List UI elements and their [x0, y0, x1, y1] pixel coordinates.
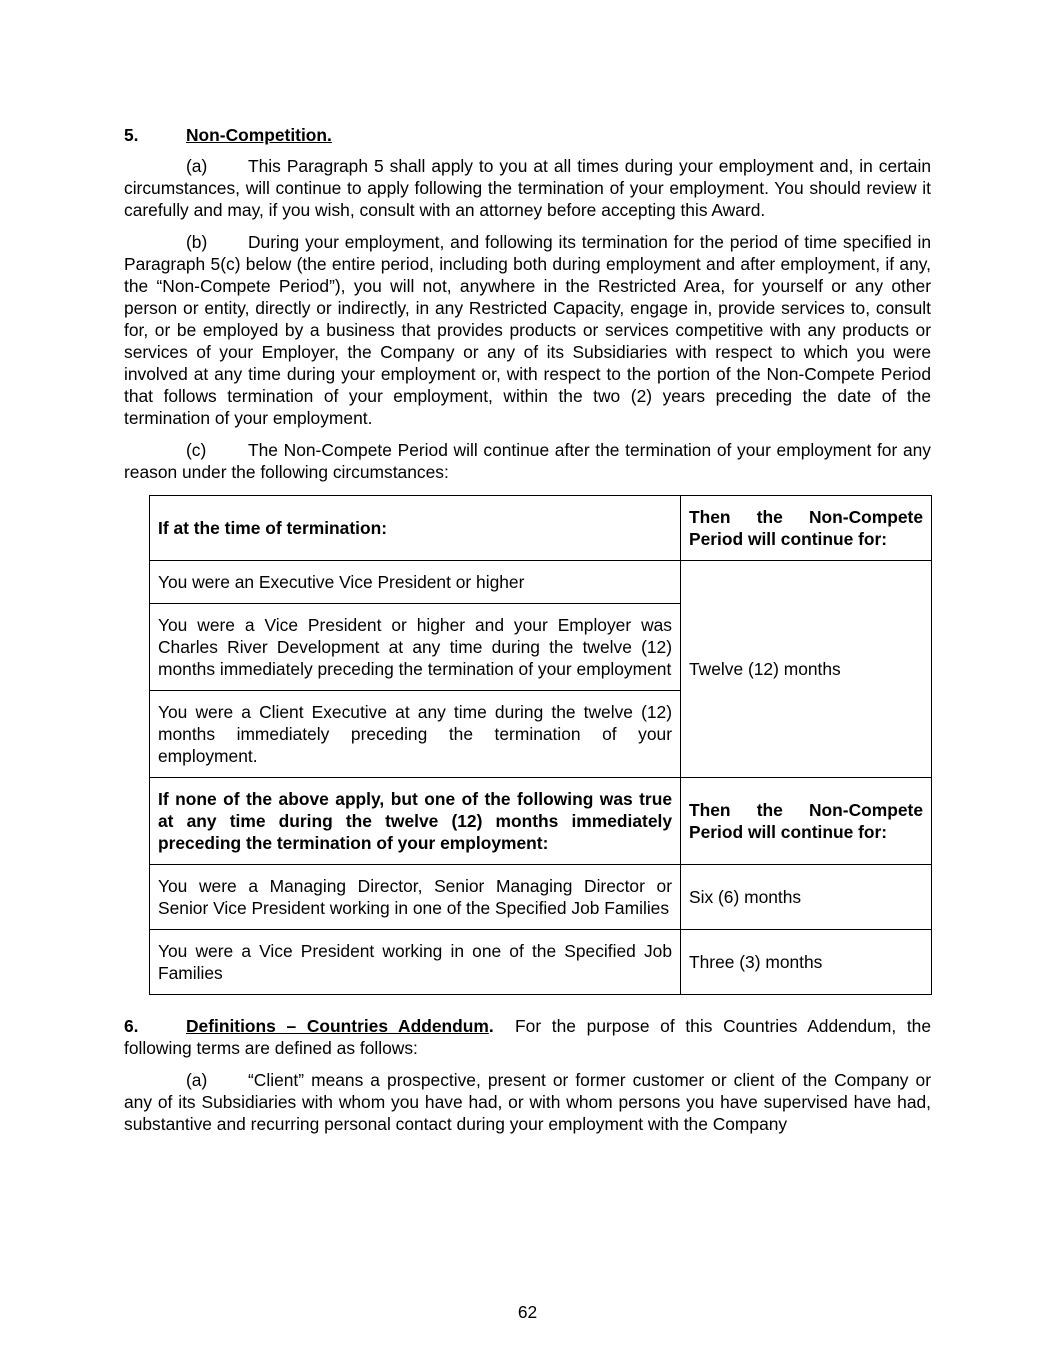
table-cell-three-months: Three (3) months	[681, 930, 932, 995]
paragraph-6a	[124, 1069, 931, 1135]
paragraph-5b-label: (b)	[186, 232, 208, 252]
paragraph-5c-label: (c)	[186, 440, 207, 460]
table-cell-executive-vp: You were an Executive Vice President or higher	[150, 561, 681, 604]
paragraph-5a	[124, 155, 931, 221]
non-compete-period-table	[149, 495, 932, 995]
section-6-heading-paragraph	[124, 1015, 931, 1059]
section-6-title: Definitions – Countries Addendum	[186, 1016, 489, 1036]
section-6	[124, 1015, 931, 1135]
table-header-row-1	[150, 496, 932, 561]
paragraph-5a-text: This Paragraph 5 shall apply to you at all times during your employment and, in certain circumstances, will continue to apply following the termination of your employment. You should review it carefully and may, if you wish, consult with an attorney before accepting this Award.	[124, 156, 931, 220]
table-header-right-1: Then the Non-Compete Period will continue for:	[681, 496, 932, 561]
table-header-left-1: If at the time of termination:	[150, 496, 681, 561]
table-header-left-2: If none of the above apply, but one of the following was true at any time during the twelve (12) months immediately preceding the termination of your employment:	[150, 778, 681, 865]
paragraph-5c	[124, 439, 931, 483]
page-number: 62	[517, 1302, 538, 1322]
table-cell-six-months: Six (6) months	[681, 865, 932, 930]
table-row	[150, 865, 932, 930]
section-5-heading	[124, 124, 931, 146]
paragraph-6a-label: (a)	[186, 1070, 208, 1090]
paragraph-5c-text: The Non-Compete Period will continue after the termination of your employment for any reason under the following circumstances:	[124, 440, 931, 482]
table-cell-vp-charles-river: You were a Vice President or higher and your Employer was Charles River Development at any time during the twelve (12) months immediately preceding the termination of your employment	[150, 604, 681, 691]
table-cell-twelve-months: Twelve (12) months	[681, 561, 932, 778]
paragraph-5b	[124, 231, 931, 429]
table-cell-client-executive: You were a Client Executive at any time during the twelve (12) months immediately preceding the termination of your employment.	[150, 691, 681, 778]
section-6-title-period: .	[488, 1016, 494, 1036]
paragraph-5a-label: (a)	[186, 156, 208, 176]
section-5-number: 5.	[124, 125, 139, 145]
table-row	[150, 930, 932, 995]
document-page	[124, 124, 931, 1145]
table-header-row-2	[150, 778, 932, 865]
table-cell-managing-director: You were a Managing Director, Senior Managing Director or Senior Vice President working in one of the Specified Job Families	[150, 865, 681, 930]
section-6-number: 6.	[124, 1016, 139, 1036]
table-row	[150, 561, 932, 604]
paragraph-5b-text: During your employment, and following its termination for the period of time specified in Paragraph 5(c) below (the entire period, including both during employment and after employment, if any, the “Non-Compete Period”), you will not, anywhere in the Restricted Area, for yourself or any other person or entity, directly or indirectly, in any Restricted Capacity, engage in, provide services to, consult for, or be employed by a business that provides products or services competitive with any products or services of your Employer, the Company or any of its Subsidiaries with respect to which you were involved at any time during your employment or, with respect to the portion of the Non-Compete Period that follows termination of your employment, within the two (2) years preceding the date of the termination of your employment.	[124, 232, 931, 428]
paragraph-6a-text: “Client” means a prospective, present or former customer or client of the Company or any of its Subsidiaries with whom you have had, or with whom persons you have supervised have had, substantive and recurring personal contact during your employment with the Company	[124, 1070, 931, 1134]
section-5-title: Non-Competition.	[186, 125, 332, 145]
table-header-right-2: Then the Non-Compete Period will continue for:	[681, 778, 932, 865]
section-6-intro: For the purpose of this Countries Addendum, the following terms are defined as follows:	[124, 1016, 931, 1058]
table-cell-vice-president: You were a Vice President working in one of the Specified Job Families	[150, 930, 681, 995]
